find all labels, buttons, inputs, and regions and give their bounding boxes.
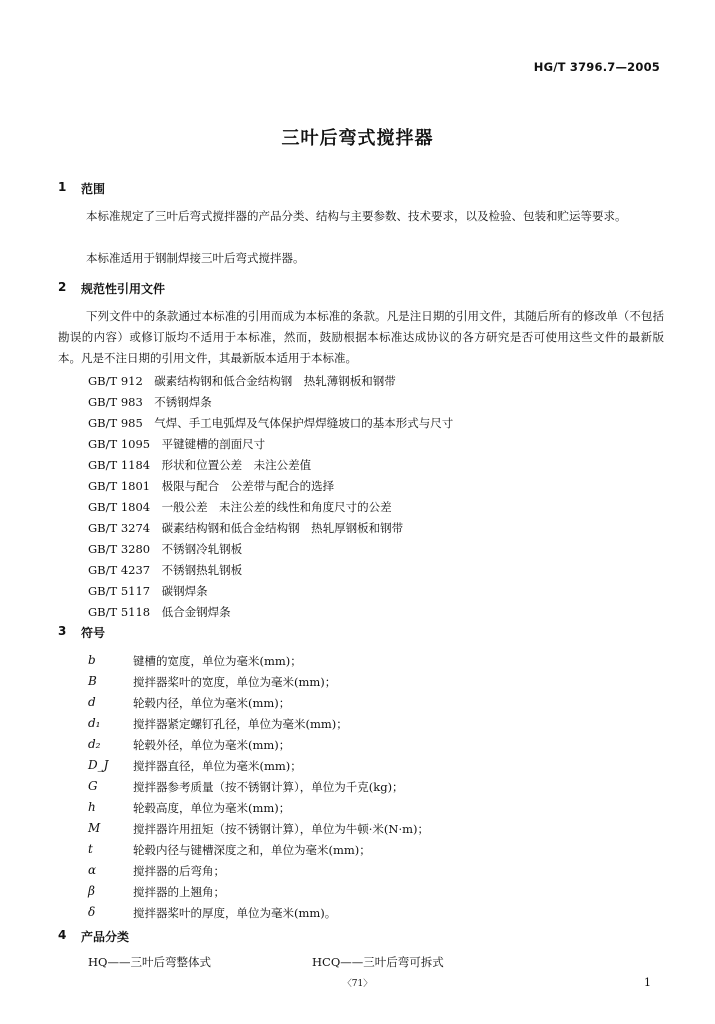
symbol-description: 搅拌器直径，单位为毫米(mm)； — [133, 759, 302, 773]
section-3-heading: 符号 — [81, 626, 106, 640]
symbol: b — [88, 653, 96, 667]
section-3-number: 3 — [58, 624, 67, 638]
symbol-description: 搅拌器桨叶的宽度，单位为毫米(mm)； — [133, 675, 337, 689]
section-1-number: 1 — [58, 180, 67, 194]
reference-item: GB/T 5118 低合金钢焊条 — [88, 605, 231, 619]
symbol-description: 搅拌器参考质量（按不锈钢计算），单位为千克(kg)； — [133, 780, 404, 794]
reference-item: GB/T 1184 形状和位置公差 未注公差值 — [88, 458, 312, 472]
symbol-description: 轮毂高度，单位为毫米(mm)； — [133, 801, 291, 815]
symbol-description: 搅拌器的后弯角； — [133, 864, 225, 878]
symbol: h — [88, 800, 96, 814]
product-type: HCQ——三叶后弯可拆式 — [312, 955, 444, 969]
symbol: G — [88, 779, 98, 793]
section-1-paragraph-2: 本标准适用于钢制焊接三叶后弯式搅拌器。 — [86, 251, 305, 265]
section-4-number: 4 — [58, 928, 67, 942]
standard-number: HG/T 3796.7—2005 — [533, 60, 660, 74]
symbol-description: 键槽的宽度，单位为毫米(mm)； — [133, 654, 302, 668]
symbol: B — [88, 674, 97, 688]
symbol: d₂ — [88, 737, 101, 751]
reference-item: GB/T 5117 碳钢焊条 — [88, 584, 208, 598]
section-2-paragraph: 下列文件中的条款通过本标准的引用而成为本标准的条款。凡是注日期的引用文件，其随后所有的修改单（不包括勘误的内容）或修订版均不适用于本标准，然而，鼓励根据本标准达成协议的各方研究是否可使用这些文件的最新版本。凡是不注日期的引用文件，其最新版本适用于本标准。 — [58, 309, 664, 365]
section-2-heading: 规范性引用文件 — [81, 282, 166, 296]
symbol: D_J — [88, 758, 109, 772]
reference-item: GB/T 3274 碳素结构钢和低合金结构钢 热轧厚钢板和钢带 — [88, 521, 404, 535]
symbol-description: 搅拌器桨叶的厚度，单位为毫米(mm)。 — [133, 906, 337, 920]
reference-item: GB/T 983 不锈钢焊条 — [88, 395, 212, 409]
page-number: 1 — [644, 976, 651, 989]
reference-item: GB/T 985 气焊、手工电弧焊及气体保护焊焊缝坡口的基本形式与尺寸 — [88, 416, 454, 430]
reference-item: GB/T 1095 平键键槽的剖面尺寸 — [88, 437, 266, 451]
symbol: M — [88, 821, 101, 835]
page-tag: 〈71〉 — [342, 979, 373, 989]
symbol-description: 轮毂外径，单位为毫米(mm)； — [133, 738, 291, 752]
reference-item: GB/T 3280 不锈钢冷轧钢板 — [88, 542, 243, 556]
product-type: HQ——三叶后弯整体式 — [88, 955, 211, 969]
section-1-paragraph-1: 本标准规定了三叶后弯式搅拌器的产品分类、结构与主要参数、技术要求，以及检验、包装和贮运等要求。 — [86, 209, 627, 223]
section-2-number: 2 — [58, 280, 67, 294]
symbol: d — [88, 695, 96, 709]
reference-item: GB/T 1804 一般公差 未注公差的线性和角度尺寸的公差 — [88, 500, 392, 514]
symbol: d₁ — [88, 716, 101, 730]
page-title: 三叶后弯式搅拌器 — [281, 128, 434, 149]
reference-item: GB/T 912 碳素结构钢和低合金结构钢 热轧薄钢板和钢带 — [88, 374, 396, 388]
reference-item: GB/T 1801 极限与配合 公差带与配合的选择 — [88, 479, 335, 493]
section-1-heading: 范围 — [81, 182, 106, 196]
symbol-description: 搅拌器的上翘角； — [133, 885, 225, 899]
symbol-description: 搅拌器许用扭矩（按不锈钢计算），单位为牛顿·米(N·m)； — [133, 822, 429, 836]
reference-item: GB/T 4237 不锈钢热轧钢板 — [88, 563, 243, 577]
symbol: δ — [88, 905, 96, 919]
symbol-description: 轮毂内径与键槽深度之和，单位为毫米(mm)； — [133, 843, 371, 857]
symbol-description: 搅拌器紧定螺钉孔径，单位为毫米(mm)； — [133, 717, 348, 731]
symbol-description: 轮毂内径，单位为毫米(mm)； — [133, 696, 291, 710]
symbol: β — [88, 884, 95, 898]
section-4-heading: 产品分类 — [81, 930, 130, 944]
symbol: t — [88, 842, 93, 856]
symbol: α — [88, 863, 97, 877]
